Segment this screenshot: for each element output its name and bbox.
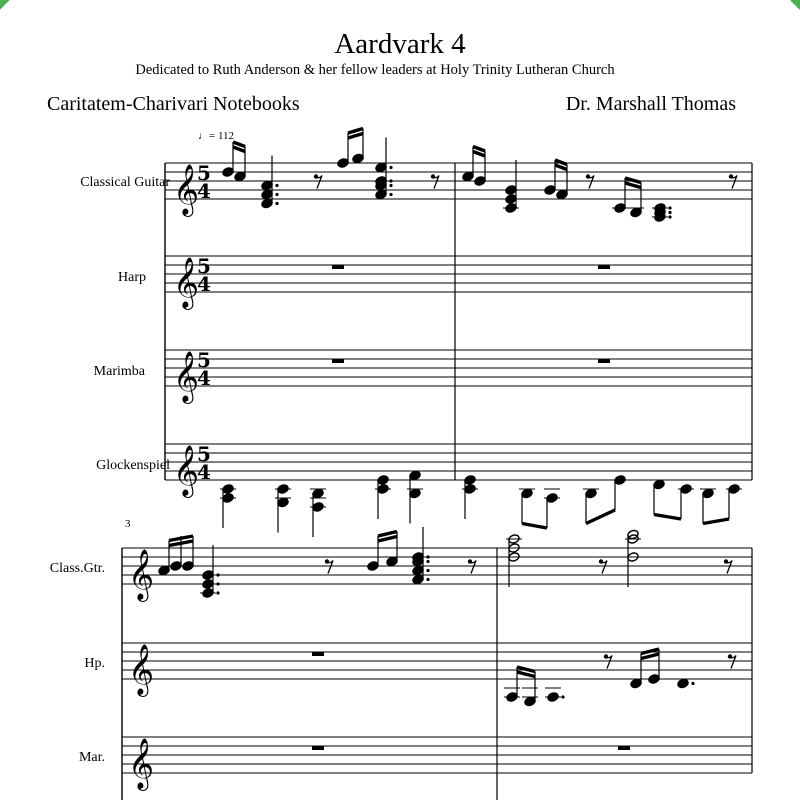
- publisher: Caritatem-Charivari Notebooks: [47, 93, 300, 115]
- note-head: [158, 565, 170, 576]
- treble-clef-icon: 𝄞: [128, 738, 155, 789]
- dot: [691, 682, 694, 685]
- note-head: [506, 692, 518, 703]
- note-beam: [654, 515, 681, 520]
- instrument-label-marimba: Marimba: [93, 364, 145, 379]
- note-beam: [378, 537, 397, 542]
- note-head: [546, 493, 558, 504]
- note-head: [728, 484, 740, 495]
- note-head: [202, 588, 214, 599]
- note-head: [505, 194, 517, 205]
- note-head: [412, 574, 424, 585]
- treble-clef-icon: 𝄞: [173, 351, 200, 402]
- treble-clef-icon: 𝄞: [128, 549, 155, 600]
- dot: [426, 555, 429, 558]
- dot: [389, 166, 392, 169]
- note-head: [614, 203, 626, 214]
- note-head: [367, 561, 379, 572]
- note-head: [648, 674, 660, 685]
- note-beam: [555, 165, 567, 170]
- instrument-label-guitar: Classical Guitar: [80, 175, 170, 190]
- tempo-marking: ♩= 112: [198, 130, 235, 142]
- dot: [668, 211, 671, 214]
- time-signature-bottom: 4: [197, 366, 211, 390]
- treble-clef-icon: 𝄞: [128, 644, 155, 695]
- note-head: [505, 185, 517, 196]
- note-beam: [555, 160, 567, 165]
- note-head: [544, 185, 556, 196]
- note-beam: [348, 134, 363, 139]
- note-beam: [473, 147, 485, 152]
- whole-rest: [332, 265, 344, 269]
- note-beam: [233, 142, 245, 147]
- treble-clef-icon: 𝄞: [173, 164, 200, 215]
- dot: [426, 578, 429, 581]
- instrument-label-guitar-short: Class.Gtr.: [49, 561, 105, 576]
- instrument-label-glockenspiel: Glockenspiel: [96, 458, 170, 473]
- note-head: [170, 561, 182, 572]
- time-signature-top: 5: [197, 348, 211, 372]
- note-head: [222, 484, 234, 495]
- note-head: [386, 556, 398, 567]
- note-beam: [586, 510, 615, 524]
- note-head: [182, 561, 194, 572]
- note-head: [352, 153, 364, 164]
- score-title: Aardvark 4: [334, 28, 466, 60]
- dot: [561, 695, 564, 698]
- note-beam: [169, 541, 193, 546]
- note-head: [261, 189, 273, 200]
- note-beam: [233, 147, 245, 152]
- note-head: [409, 488, 421, 499]
- whole-rest: [598, 359, 610, 363]
- note-beam: [517, 672, 535, 677]
- note-head: [677, 678, 689, 689]
- time-signature-top: 5: [197, 254, 211, 278]
- dot: [389, 179, 392, 182]
- note-beam: [625, 183, 641, 188]
- note-head: [614, 475, 626, 486]
- whole-rest: [618, 746, 630, 750]
- dot: [426, 569, 429, 572]
- note-head: [277, 497, 289, 508]
- whole-rest: [332, 359, 344, 363]
- note-beam: [169, 536, 193, 541]
- time-signature-bottom: 4: [197, 272, 211, 296]
- note-beam: [473, 152, 485, 157]
- eighth-rest: [730, 656, 736, 669]
- note-head: [524, 696, 536, 707]
- dot: [275, 184, 278, 187]
- whole-rest: [598, 265, 610, 269]
- dot: [426, 560, 429, 563]
- dot: [389, 193, 392, 196]
- eighth-rest: [601, 561, 607, 574]
- note-head: [234, 171, 246, 182]
- note-head: [377, 484, 389, 495]
- dedication: Dedicated to Ruth Anderson & her fellow leaders at Holy Trinity Lutheran Church: [135, 62, 615, 78]
- note-head: [222, 493, 234, 504]
- note-beam: [703, 519, 729, 524]
- note-head: [412, 565, 424, 576]
- note-beam: [625, 178, 641, 183]
- time-signature-bottom: 4: [197, 460, 211, 484]
- eighth-rest: [433, 176, 439, 189]
- time-signature-top: 5: [197, 161, 211, 185]
- note-beam: [641, 649, 659, 654]
- note-head: [202, 579, 214, 590]
- composer: Dr. Marshall Thomas: [565, 93, 736, 115]
- dot: [216, 582, 219, 585]
- dot: [216, 591, 219, 594]
- note-head: [547, 692, 559, 703]
- dot: [275, 202, 278, 205]
- note-head: [462, 171, 474, 182]
- treble-clef-icon: 𝄞: [173, 257, 200, 308]
- note-head: [261, 198, 273, 209]
- dot: [216, 573, 219, 576]
- note-head: [464, 475, 476, 486]
- note-head: [202, 570, 214, 581]
- note-beam: [517, 667, 535, 672]
- note-head: [312, 488, 324, 499]
- eighth-rest: [606, 656, 612, 669]
- eighth-rest: [726, 561, 732, 574]
- instrument-label-harp-short: Hp.: [84, 656, 105, 671]
- whole-rest: [312, 652, 324, 656]
- instrument-label-harp: Harp: [118, 270, 146, 285]
- note-beam: [522, 524, 547, 529]
- note-head: [464, 484, 476, 495]
- eighth-rest: [316, 176, 322, 189]
- dot: [275, 193, 278, 196]
- note-head: [222, 167, 234, 178]
- measure-number: 3: [125, 518, 131, 530]
- note-head: [375, 162, 387, 173]
- note-head: [505, 203, 517, 214]
- dot: [668, 206, 671, 209]
- note-head: [702, 488, 714, 499]
- instrument-label-marimba-short: Mar.: [78, 750, 105, 765]
- note-head: [337, 158, 349, 169]
- note-beam: [348, 129, 363, 134]
- time-signature-top: 5: [197, 442, 211, 466]
- note-head: [630, 207, 642, 218]
- note-head: [585, 488, 597, 499]
- dot: [389, 184, 392, 187]
- note-head: [474, 176, 486, 187]
- note-head: [680, 484, 692, 495]
- note-head: [556, 189, 568, 200]
- note-head: [653, 479, 665, 490]
- eighth-rest: [470, 561, 476, 574]
- eighth-rest: [327, 561, 333, 574]
- note-beam: [378, 532, 397, 537]
- eighth-rest: [731, 176, 737, 189]
- whole-rest: [312, 746, 324, 750]
- note-beam: [641, 654, 659, 659]
- note-head: [409, 470, 421, 481]
- eighth-rest: [588, 176, 594, 189]
- note-head: [277, 484, 289, 495]
- note-head: [630, 678, 642, 689]
- note-head: [375, 189, 387, 200]
- time-signature-bottom: 4: [197, 179, 211, 203]
- note-head: [521, 488, 533, 499]
- note-head: [377, 475, 389, 486]
- note-head: [312, 502, 324, 513]
- treble-clef-icon: 𝄞: [173, 445, 200, 496]
- note-head: [261, 180, 273, 191]
- dot: [668, 215, 671, 218]
